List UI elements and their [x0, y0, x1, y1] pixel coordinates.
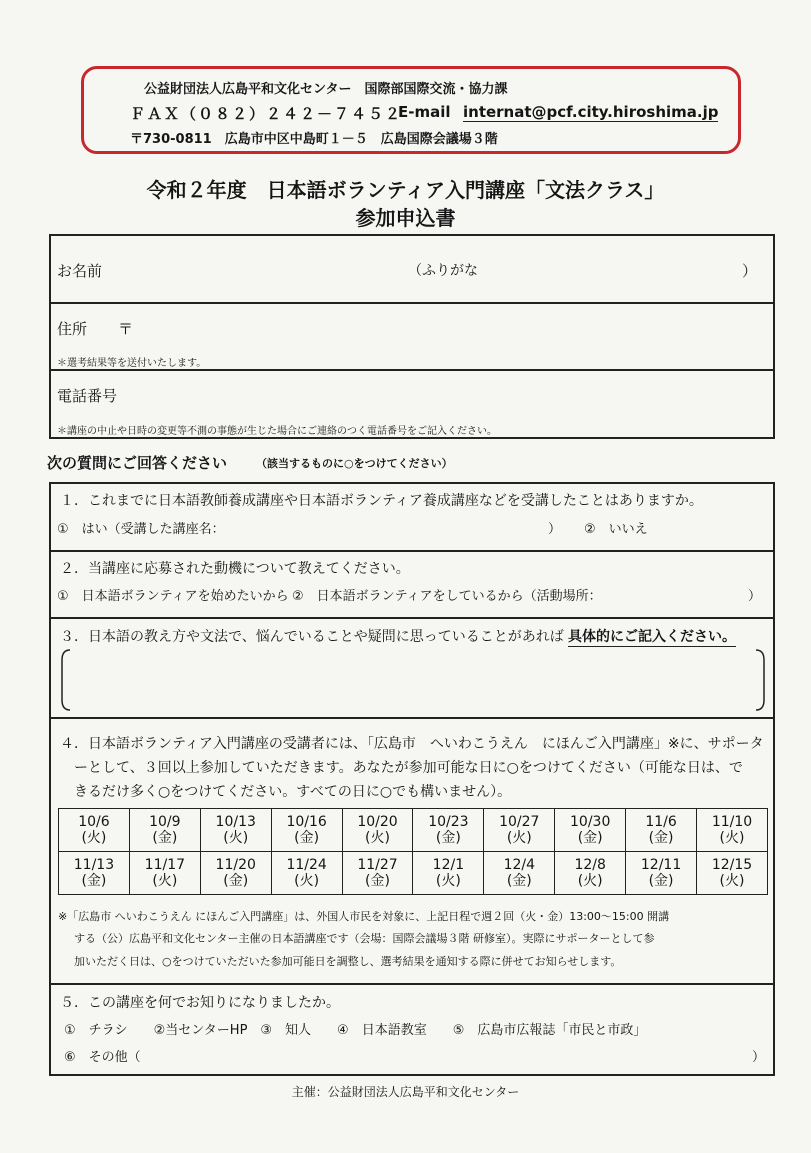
date-cell[interactable]	[555, 852, 626, 895]
q4-note-line1: ※「広島市 へいわこうえん にほんご入門講座」は、外国人市民を対象に、上記日程で週２回（火・金）13:00～15:00 開講	[58, 910, 670, 923]
date-cell[interactable]	[555, 809, 626, 852]
date-weekday: (火)	[81, 830, 107, 846]
q4-line1: ４．日本語ボランティア入門講座の受講者には、「広島市 へいわこうえん にほんご入門講座」※に、サポータ	[60, 736, 764, 752]
date-value: 11/13	[73, 857, 115, 873]
date-value: 10/27	[499, 814, 540, 830]
date-cell[interactable]	[413, 809, 484, 852]
date-cell[interactable]	[59, 852, 130, 895]
date-weekday: (金)	[435, 830, 461, 846]
date-cell[interactable]	[413, 852, 484, 895]
date-value: 11/17	[144, 857, 186, 873]
date-weekday: (金)	[648, 873, 674, 889]
divider	[51, 369, 773, 371]
q2-text: ２．当講座に応募された動機について教えてください。	[60, 561, 410, 577]
date-weekday: (火)	[223, 830, 249, 846]
q4-line3: きるだけ多く○をつけてください。すべての日に○でも構いません）。	[74, 784, 512, 800]
address-input-area[interactable]	[140, 318, 760, 346]
date-weekday: (火)	[719, 873, 745, 889]
postal-mark: 〒	[118, 320, 134, 338]
date-cell[interactable]	[626, 852, 697, 895]
date-cell[interactable]	[129, 809, 200, 852]
questions-heading: 次の質問にご回答ください	[47, 454, 228, 472]
q5-options[interactable]: ① チラシ ②当センターHP ③ 知人 ④ 日本語教室 ⑤ 広島市広報誌「市民と市政」	[64, 1023, 647, 1038]
date-value: 11/10	[711, 814, 753, 830]
date-cell[interactable]	[129, 852, 200, 895]
date-value: 12/15	[711, 857, 753, 873]
date-weekday: (火)	[719, 830, 745, 846]
divider	[51, 617, 773, 619]
header-email-link[interactable]: internat@pcf.city.hiroshima.jp	[463, 103, 719, 121]
furigana-close: ）	[742, 262, 758, 280]
date-cell[interactable]	[200, 852, 271, 895]
date-value: 12/4	[503, 857, 536, 873]
date-value: 10/13	[215, 814, 256, 830]
date-weekday: (火)	[577, 873, 603, 889]
date-cell[interactable]	[484, 809, 555, 852]
dates-row	[59, 809, 768, 852]
furigana-label: （ふりがな	[408, 263, 478, 279]
q1-option-no[interactable]: ② いいえ	[584, 522, 648, 537]
date-value: 11/20	[215, 857, 256, 873]
date-cell[interactable]	[200, 809, 271, 852]
date-cell[interactable]	[271, 809, 342, 852]
q3-answer-area[interactable]	[74, 652, 750, 708]
questions-heading-note: （該当するものに○をつけてください）	[256, 457, 453, 470]
phone-input-area[interactable]	[140, 385, 760, 413]
date-weekday: (火)	[435, 873, 461, 889]
address-note: ＊選考結果等を送付いたします。	[57, 358, 207, 369]
header-address: 〒730-0811 広島市中区中島町１－５ 広島国際会議場３階	[130, 132, 498, 147]
date-weekday: (金)	[223, 873, 249, 889]
date-value: 11/27	[357, 857, 398, 873]
date-value: 12/8	[574, 857, 606, 873]
date-value: 10/9	[149, 814, 181, 830]
q2-option-doing[interactable]: ② 日本語ボランティアをしているから（活動場所：	[292, 589, 602, 604]
phone-label: 電話番号	[57, 387, 118, 405]
date-weekday: (火)	[506, 830, 532, 846]
dates-row	[59, 852, 768, 895]
q3-emphasis: 具体的にご記入ください。	[568, 626, 736, 647]
q1-option-yes[interactable]: ① はい（受講した講座名：	[57, 522, 225, 537]
date-weekday: (火)	[294, 873, 320, 889]
address-label: 住所	[57, 320, 88, 338]
date-weekday: (金)	[365, 873, 390, 889]
date-cell[interactable]	[697, 809, 768, 852]
date-value: 10/6	[78, 814, 110, 830]
date-value: 10/20	[357, 814, 398, 830]
date-cell[interactable]	[342, 809, 413, 852]
q1-text: １．これまでに日本語教師養成講座や日本語ボランティア養成講座などを受講したことはありますか。	[60, 493, 703, 509]
q5-option-other-close: ）	[752, 1050, 766, 1065]
date-value: 12/11	[640, 857, 682, 873]
q3-text: ３．日本語の教え方や文法で、悩んでいることや疑問に思っていることがあれば	[60, 629, 564, 645]
q5-option-other[interactable]: ⑥ その他（	[64, 1050, 141, 1065]
q2-option-start[interactable]: ① 日本語ボランティアを始めたいから	[57, 589, 289, 604]
q1-option-yes-close: ）	[548, 522, 562, 537]
divider	[51, 983, 773, 985]
date-value: 12/1	[432, 857, 465, 873]
date-weekday: (金)	[648, 830, 674, 846]
divider	[51, 302, 773, 304]
date-weekday: (金)	[81, 873, 107, 889]
date-weekday: (金)	[577, 830, 603, 846]
divider	[51, 550, 773, 552]
date-weekday: (火)	[365, 830, 390, 846]
q2-option-doing-close: ）	[748, 589, 762, 604]
footer-organizer: 主催：公益財団法人広島平和文化センター	[291, 1085, 520, 1099]
page-subtitle: 参加申込書	[355, 206, 456, 230]
q4-note-line3: 加いただく日は、○をつけていただいた参加可能日を調整し、選考結果を通知する際に併せてお知らせします。	[74, 955, 622, 968]
date-weekday: (金)	[506, 873, 532, 889]
date-value: 10/23	[428, 814, 469, 830]
header-email-label: E-mail	[398, 103, 451, 121]
date-cell[interactable]	[697, 852, 768, 895]
divider	[51, 717, 773, 719]
date-cell[interactable]	[59, 809, 130, 852]
date-cell[interactable]	[342, 852, 413, 895]
name-label: お名前	[57, 262, 103, 280]
q4-line2: ーとして、３回以上参加していただきます。あなたが参加可能な日に○をつけてください（可能な日は、で	[74, 760, 743, 776]
date-cell[interactable]	[626, 809, 697, 852]
phone-note: ＊講座の中止や日時の変更等不測の事態が生じた場合にご連絡のつく電話番号をご記入ください。	[57, 426, 497, 437]
page-title: 令和２年度 日本語ボランティア入門講座「文法クラス」	[146, 178, 665, 202]
date-value: 11/24	[286, 857, 327, 873]
name-input-area[interactable]	[150, 282, 760, 298]
header-org-dept: 公益財団法人広島平和文化センター 国際部国際交流・協力課	[144, 82, 508, 97]
q4-note-line2: する（公）広島平和文化センター主催の日本語講座です（会場：国際会議場３階 研修室）。実際にサポーターとして参	[74, 932, 655, 945]
date-weekday: (金)	[152, 830, 178, 846]
availability-dates-table	[58, 808, 768, 895]
date-value: 10/16	[286, 814, 327, 830]
date-cell[interactable]	[271, 852, 342, 895]
date-weekday: (火)	[152, 873, 178, 889]
date-value: 11/6	[645, 814, 677, 830]
date-weekday: (金)	[294, 830, 320, 846]
header-fax: ＦＡＸ（０８２）２４２－７４５２	[130, 105, 403, 123]
date-cell[interactable]	[484, 852, 555, 895]
q5-text: ５．この講座を何でお知りになりましたか。	[60, 995, 340, 1011]
date-value: 10/30	[570, 814, 611, 830]
